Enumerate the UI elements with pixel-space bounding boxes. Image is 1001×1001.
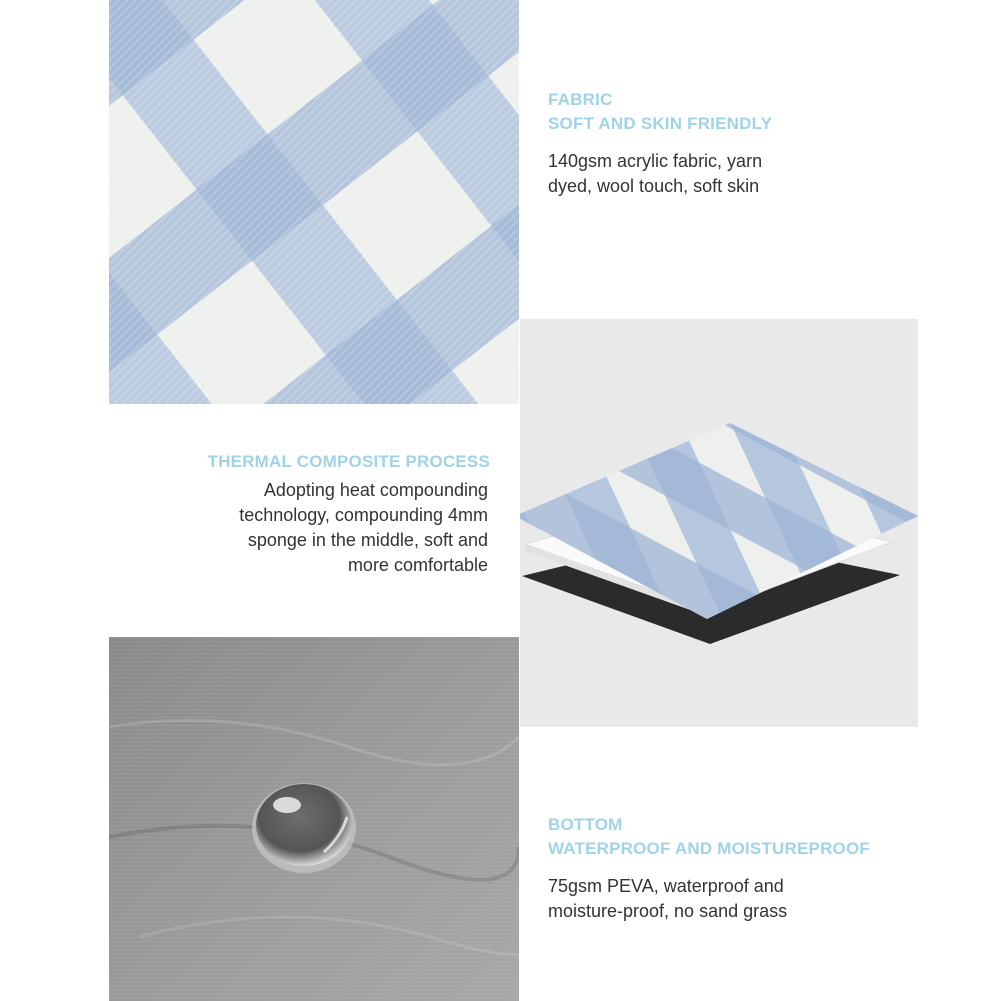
fabric-heading-line2: SOFT AND SKIN FRIENDLY bbox=[548, 114, 773, 133]
bottom-description bbox=[548, 874, 787, 924]
bottom-heading bbox=[548, 813, 870, 861]
layer-structure-image bbox=[520, 319, 918, 727]
thermal-desc-line2: technology, compounding 4mm bbox=[239, 505, 488, 525]
thermal-heading: THERMAL COMPOSITE PROCESS bbox=[207, 452, 490, 471]
fabric-closeup-image bbox=[109, 0, 519, 404]
fabric-heading bbox=[548, 88, 772, 136]
thermal-desc-line4: more comfortable bbox=[347, 555, 488, 575]
thermal-desc-line1: Adopting heat compounding bbox=[263, 480, 488, 500]
fabric-desc-line1: 140gsm acrylic fabric, yarn bbox=[548, 151, 763, 171]
thermal-description bbox=[170, 478, 488, 578]
fabric-description bbox=[548, 149, 762, 199]
fabric-heading-line1: FABRIC bbox=[548, 90, 613, 109]
waterproof-bottom-image bbox=[109, 637, 519, 1001]
bottom-desc-line2: moisture-proof, no sand grass bbox=[548, 901, 788, 921]
bottom-heading-line1: BOTTOM bbox=[548, 815, 623, 834]
bottom-desc-line1: 75gsm PEVA, waterproof and bbox=[548, 876, 784, 896]
bottom-heading-line2: WATERPROOF AND MOISTUREPROOF bbox=[548, 839, 870, 858]
fabric-desc-line2: dyed, wool touch, soft skin bbox=[548, 176, 760, 196]
thermal-desc-line3: sponge in the middle, soft and bbox=[247, 530, 488, 550]
